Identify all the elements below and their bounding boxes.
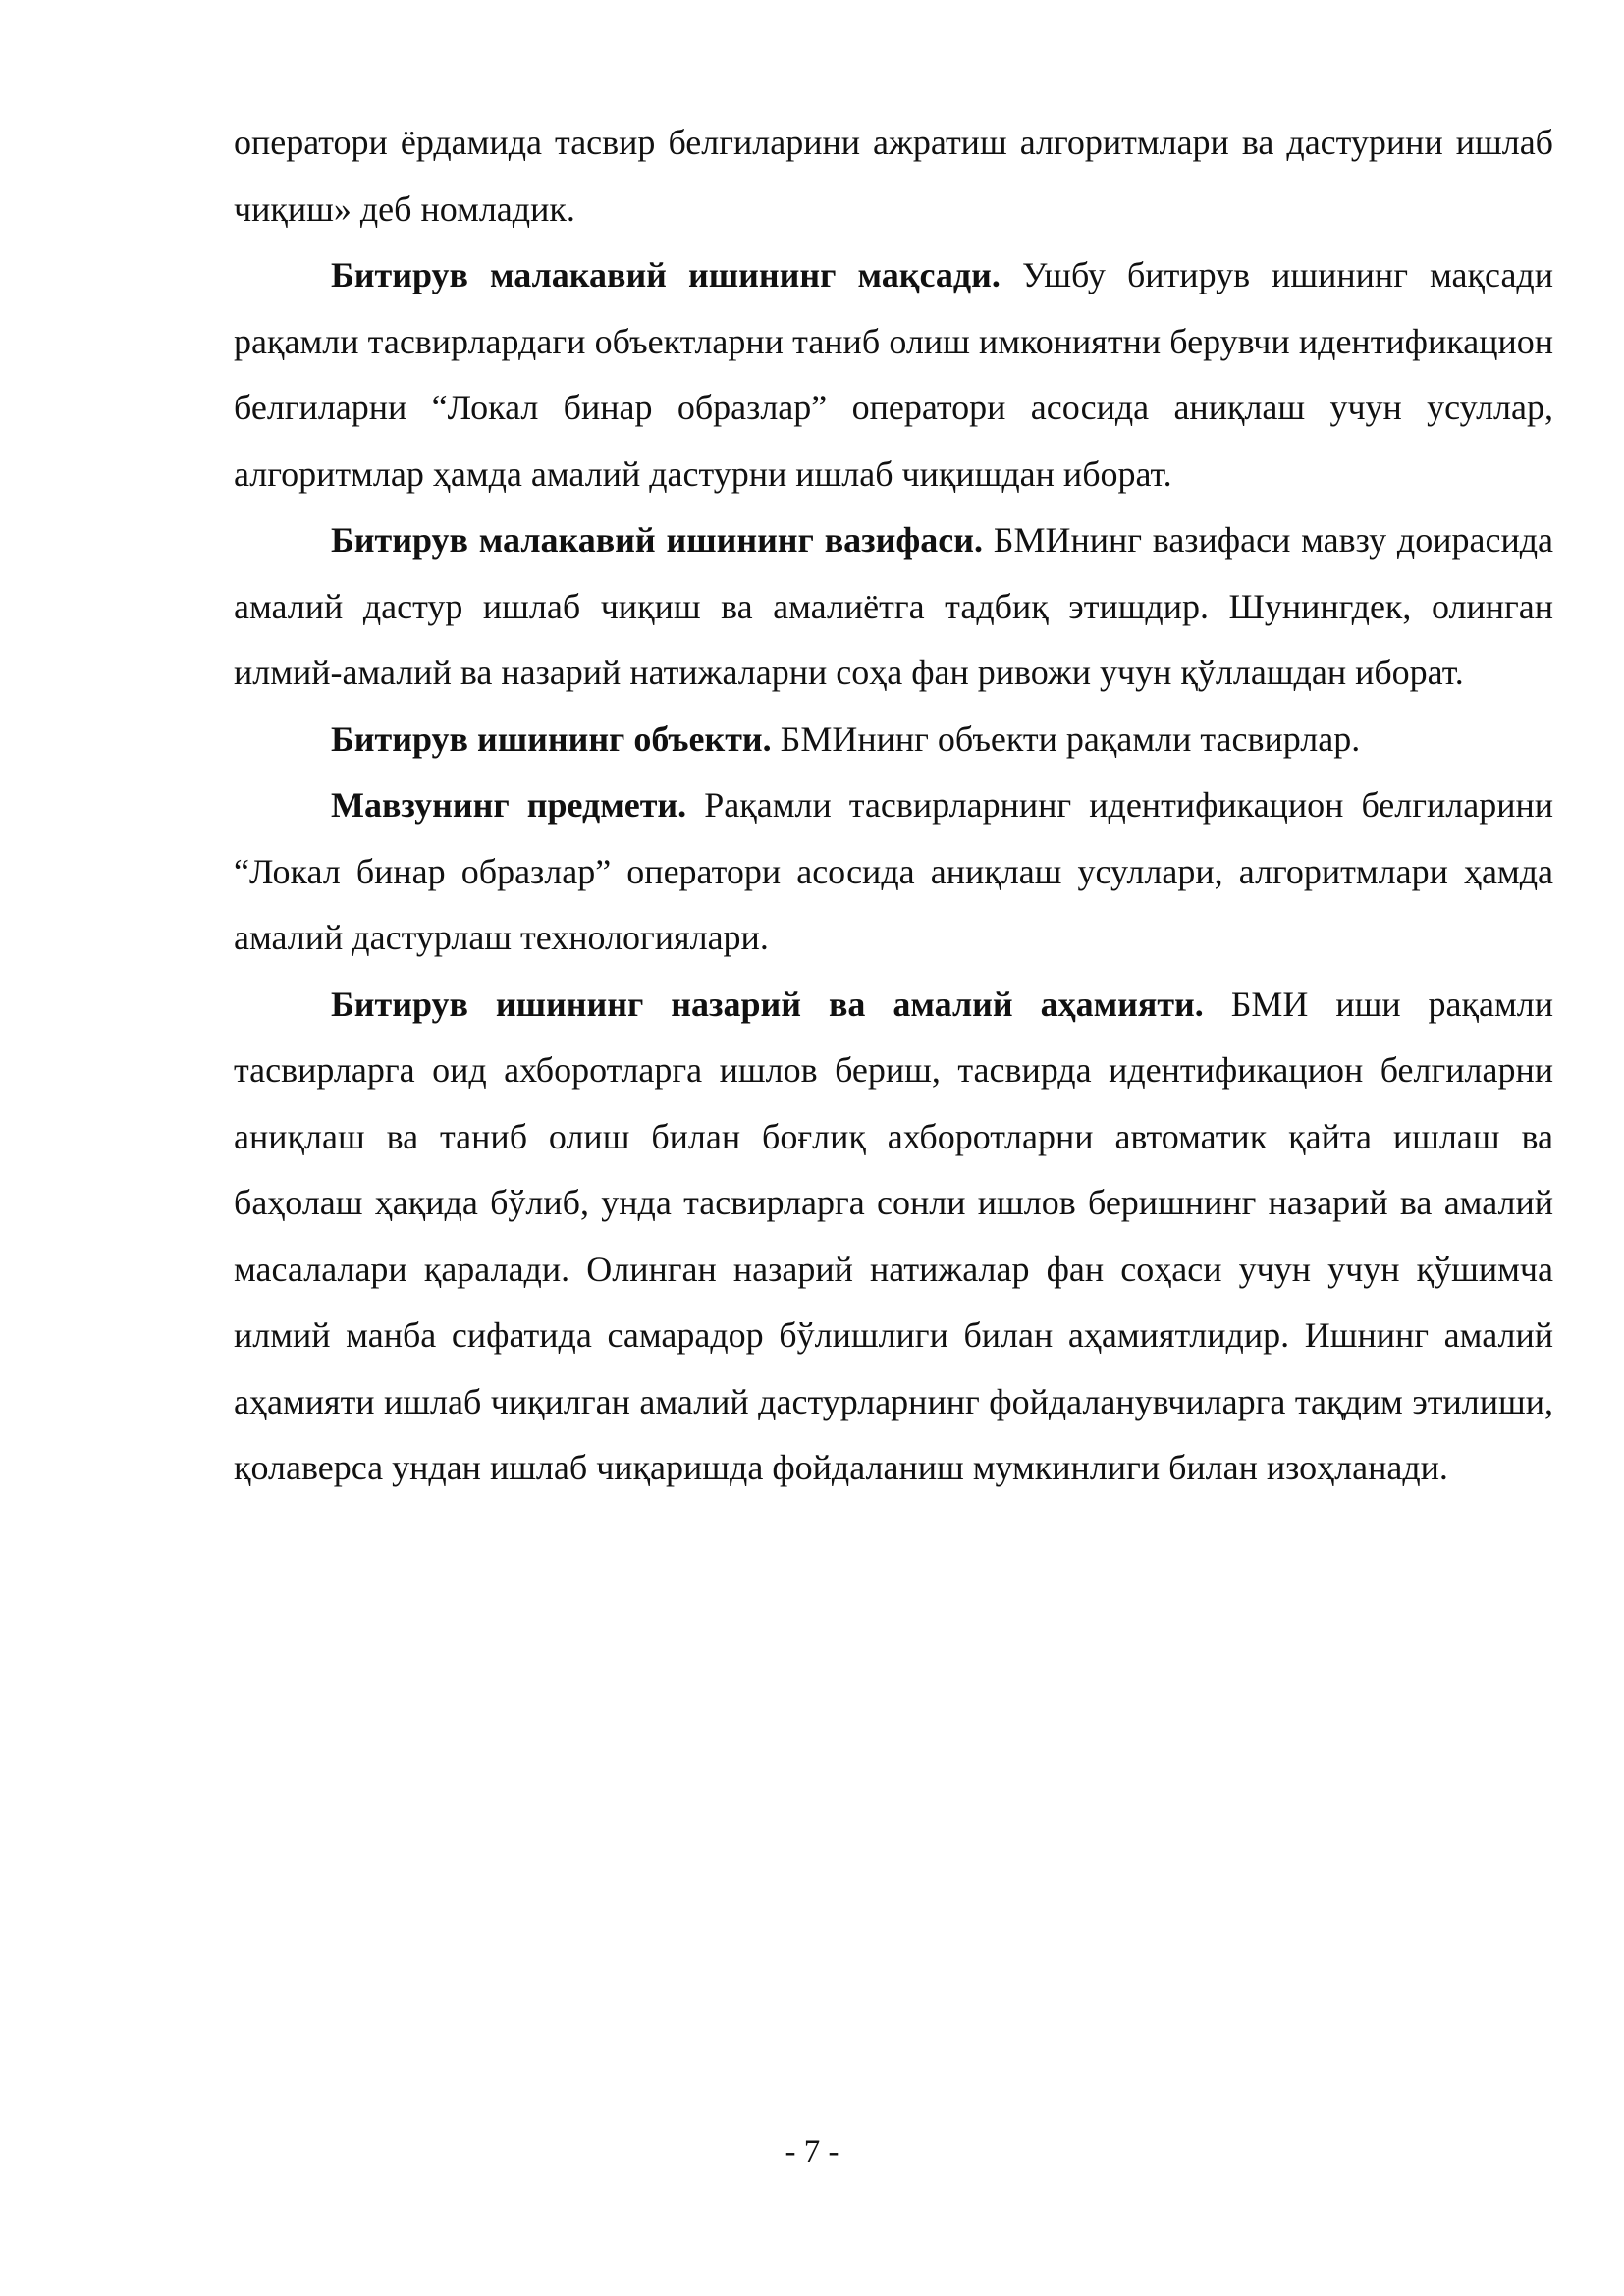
paragraph-continuation xyxy=(234,110,1553,242)
paragraph-text: БМИнинг вазифаси мавзу доирасида амалий дастур ишлаб чиқиш ва амалиётга тадбиқ этишдир. Шунингдек, олинган илмий-амалий ва назарий натижаларни соҳа фан ривожи учун қўллашдан иборат. xyxy=(234,520,1554,692)
paragraph-heading: Битирув малакавий ишининг вазифаси. xyxy=(331,520,983,560)
paragraph-text: Рақамли тасвирларнинг идентификацион белгиларини “Локал бинар образлар” оператори асосида аниқлаш усуллари, алгоритмлари ҳамда амалий дастурлаш технологиялари. xyxy=(234,785,1553,957)
paragraph-subject xyxy=(234,773,1553,972)
paragraph-text: БМИ иши рақамли тасвирларга оид ахборотларга ишлов бериш, тасвирда идентификацион белгиларни аниқлаш ва таниб олиш билан боғлиқ ахборотларни автоматик қайта ишлаш ва баҳолаш ҳақида бўлиб, унда тасвирларга сонли ишлов беришнинг назарий ва амалий масалалари қаралади. Олинган назарий натижалар фан соҳаси учун учун қўшимча илмий манба сифатида самарадор бўлишлиги билан аҳамиятлидир. Ишнинг амалий аҳамияти ишлаб чиқилган амалий дастурларнинг фойдаланувчиларга тақдим этилиши, қолаверса ундан ишлаб чиқаришда фойдаланиш мумкинлиги билан изоҳланади. xyxy=(234,984,1553,1487)
paragraph-task xyxy=(234,507,1553,707)
paragraph-object xyxy=(234,707,1553,774)
paragraph-heading: Битирув ишининг объекти. xyxy=(331,719,772,759)
paragraph-text: БМИнинг объекти рақамли тасвирлар. xyxy=(771,719,1361,759)
paragraph-heading: Битирув ишининг назарий ва амалий аҳамияти. xyxy=(331,984,1204,1024)
paragraph-heading: Битирув малакавий ишининг мақсади. xyxy=(331,255,1001,294)
paragraph-heading: Мавзунинг предмети. xyxy=(331,785,687,825)
paragraph-text: оператори ёрдамида тасвир белгиларини ажратиш алгоритмлари ва дастурини ишлаб чиқиш» деб номладик. xyxy=(234,123,1553,229)
paragraph-goal xyxy=(234,242,1553,507)
page-number: - 7 - xyxy=(785,2134,839,2169)
document-body xyxy=(234,110,1553,1502)
paragraph-significance xyxy=(234,972,1553,1502)
paragraph-text: Ушбу битирув ишининг мақсади рақамли тасвирлардаги объектларни таниб олиш имкониятни берувчи идентификацион белгиларни “Локал бинар образлар” оператори асосида аниқлаш учун усуллар, алгоритмлар ҳамда амалий дастурни ишлаб чиқишдан иборат. xyxy=(234,255,1554,494)
